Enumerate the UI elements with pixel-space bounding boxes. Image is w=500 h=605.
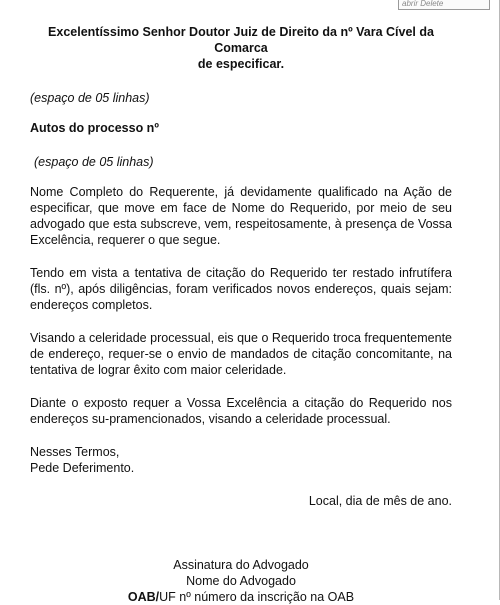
paragraph-1: Nome Completo do Requerente, já devidamente qualificado na Ação de especificar, que move em face de Nome do Requerido, por meio de seu advogado que esta subscreve, vem, respeitosamente, à presença de Vossa Excelência, requerer o que segue. <box>30 185 452 247</box>
paragraph-4: Diante o exposto requer a Vossa Excelência a citação do Requerido nos endereços su-pramencionados, visando a celeridade processual. <box>30 396 452 426</box>
paragraph-2: Tendo em vista a tentativa de citação do Requerido ter restado infrutífera (fls. nº), após diligências, foram verificados novos endereços, quais sejam: endereços completos. <box>30 266 452 312</box>
signature-block <box>30 557 452 605</box>
corner-tag: abrir Delete <box>398 0 490 10</box>
paragraph-3: Visando a celeridade processual, eis que o Requerido troca frequentemente de endereço, requer-se o envio de mandados de citação concomitante, na tentativa de lograr êxito com maior celeridade. <box>30 331 452 377</box>
oab-number: UF nº número da inscrição na OAB <box>159 590 355 604</box>
document-body <box>30 24 452 605</box>
oab-line <box>30 589 452 605</box>
case-title: Autos do processo nº <box>30 121 159 135</box>
heading-line-2: de especificar. <box>197 57 285 71</box>
spacing-note-2: (espaço de 05 linhas) <box>34 155 154 169</box>
signature-line-2: Nome do Advogado <box>186 574 296 588</box>
heading-line-1: Excelentíssimo Senhor Doutor Juiz de Direito da nº Vara Cível da Comarca <box>48 25 434 55</box>
document-heading <box>30 24 452 72</box>
closing-line-2: Pede Deferimento. <box>30 461 135 475</box>
spacing-note-1: (espaço de 05 linhas) <box>30 91 150 105</box>
closing-line-1: Nesses Termos, <box>30 445 120 459</box>
closing-block <box>30 444 452 476</box>
signature-line-1: Assinatura do Advogado <box>173 558 309 572</box>
date-line: Local, dia de mês de ano. <box>308 494 452 508</box>
oab-label: OAB/ <box>127 590 160 604</box>
